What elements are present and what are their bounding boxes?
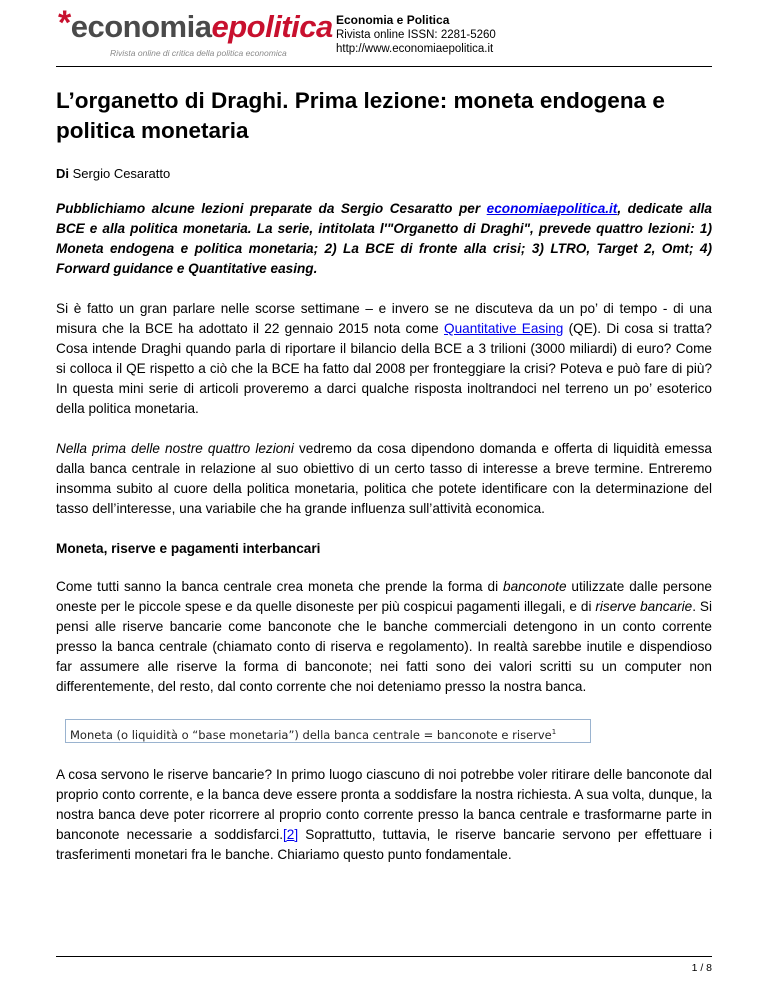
logo-word-politica: politica xyxy=(228,9,333,44)
p3-text-c: . Si pensi alle riserve bancarie come banconote che le banche commerciali detengono in un conto corrente presso la banca centrale (chiamato conto di riserva e regolamento). In realtà sarebbe inutile e dispendioso far assumere alle riserve la forma di banconote; nei fatti sono dei valori scritti su un computer non differentemente, del resto, dal conto corrente che noi deteniamo presso la nostra banca. xyxy=(56,599,712,694)
p3-italic-banconote: banconote xyxy=(503,579,567,594)
site-logo[interactable] xyxy=(58,4,333,62)
footnote-marker: 1 xyxy=(551,728,557,736)
intro-text-b: , dedicate alla BCE e alla politica monetaria. La serie, intitolata l'"Organetto di Draghi", prevede quattro lezioni: 1) Moneta endogena e politica monetaria; 2) La BCE di fronte alla crisi; 3) LTRO, Target 2, Omt; 4) Forward guidance e Quantitative easing. xyxy=(56,201,712,276)
byline xyxy=(56,166,712,181)
intro-paragraph xyxy=(56,199,712,279)
paragraph-first-lesson xyxy=(56,439,712,519)
masthead xyxy=(336,13,496,57)
formula-text: Moneta (o liquidità o “base monetaria”) della banca centrale = banconote e riserve xyxy=(70,728,552,742)
p4-text-b: Soprattutto, tuttavia, le riserve bancarie servono per effettuare i trasferimenti monetari fra le banche. Chiariamo questo punto fondamentale. xyxy=(56,827,712,862)
masthead-title: Economia e Politica xyxy=(336,13,450,27)
byline-prefix: Di xyxy=(56,166,69,181)
p4-text-a: A cosa servono le riserve bancarie? In primo luogo ciascuno di noi potrebbe voler ritirare delle banconote dal proprio conto corrente, e la banca deve essere pronta a soddisfare la nostra richiesta. A sua volta, dunque, la nostra banca deve poter ricorrere al proprio conto corrente presso la banca centrale e trasformarne parte in banconote necessarie a soddisfarci. xyxy=(56,767,712,842)
logo-word-economia: economia xyxy=(70,9,212,44)
logo-wordmark xyxy=(58,4,333,44)
page-number: 1 / 8 xyxy=(691,962,712,974)
masthead-url: http://www.economiaepolitica.it xyxy=(336,43,494,55)
p3-text-a: Come tutti sanno la banca centrale crea moneta che prende la forma di xyxy=(56,579,504,594)
intro-text-a: Pubblichiamo alcune lezioni preparate da Sergio Cesaratto per xyxy=(56,201,487,216)
footer-divider xyxy=(56,956,712,957)
author-name: Sergio Cesaratto xyxy=(72,166,171,181)
footnote-2-link[interactable]: [2] xyxy=(282,827,299,842)
paragraph-money-reserves xyxy=(56,577,712,697)
logo-letter-e: e xyxy=(211,9,229,44)
logo-tagline: Rivista online di critica della politica economica xyxy=(110,48,287,58)
logo-star-icon: * xyxy=(58,4,71,42)
masthead-issn: Rivista online ISSN: 2281-5260 xyxy=(336,28,496,41)
p1-text-a: Si è fatto un gran parlare nelle scorse settimane – e invero se ne discuteva da un po’ di tempo - di una misura che la BCE ha adottato il 22 gennaio 2015 nota come xyxy=(56,301,712,336)
paragraph-reserves-purpose xyxy=(56,765,712,865)
economiaepolitica-link[interactable]: economiaepolitica.it xyxy=(486,201,618,216)
section-heading: Moneta, riserve e pagamenti interbancari xyxy=(56,541,321,556)
p2-italic: Nella prima delle nostre quattro lezioni xyxy=(56,441,294,456)
p2-text: vedremo da cosa dipendono domanda e offerta di liquidità emessa dalla banca centrale in relazione al suo obiettivo di un certo tasso di interesse a breve termine. Entreremo insomma subito al cuore della politica monetaria, politica che potete identificare con la determinazione del tasso dell’interesse, una variabile che ha grande influenza sull’attività economica. xyxy=(56,441,712,516)
quantitative-easing-link[interactable]: Quantitative Easing xyxy=(444,321,564,336)
paragraph-qe xyxy=(56,299,712,419)
article-title: L’organetto di Draghi. Prima lezione: moneta endogena e politica monetaria xyxy=(56,88,665,143)
formula-box xyxy=(65,719,591,743)
header-divider xyxy=(56,66,712,67)
article-body xyxy=(56,86,712,865)
p3-italic-riserve: riserve bancarie xyxy=(595,599,693,614)
p1-text-b: (QE). Di cosa si tratta? Cosa intende Draghi quando parla di riportare il bilancio della BCE a 3 trilioni (3000 miliardi) di euro? Come si colloca il QE rispetto a ciò che la BCE ha fatto dal 2008 per fronteggiare la crisi? Poteva e può fare di più? In questa mini serie di articoli proveremo a darci qualche risposta inoltrandoci nel terreno un po’ esoterico della politica monetaria. xyxy=(56,321,712,416)
p3-text-b: utilizzate dalle persone oneste per le piccole spese e da quelle disoneste per più cospicui pagamenti illegali, e di xyxy=(56,579,712,614)
